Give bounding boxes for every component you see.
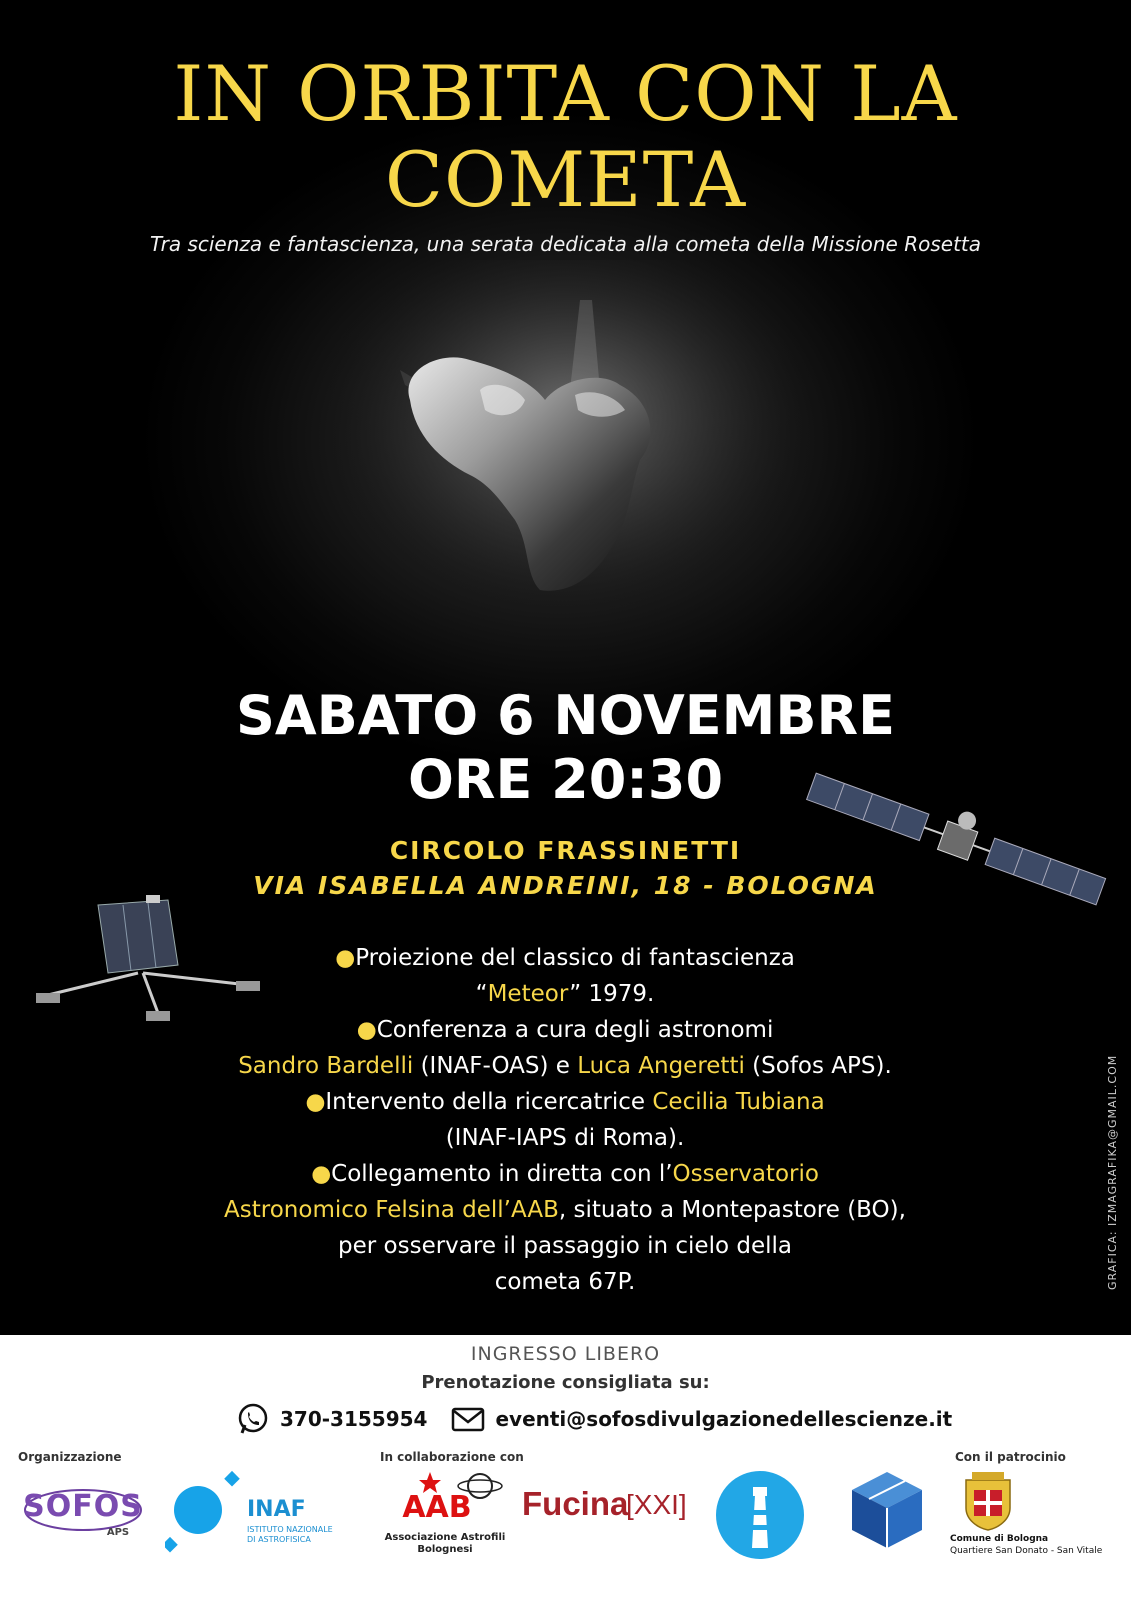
comune-bologna-logo: Comune di Bologna Quartiere San Donato - San Vitale	[950, 1470, 1120, 1570]
speaker-name: Cecilia Tubiana	[652, 1089, 825, 1115]
program-item-4-line-3: per osservare il passaggio in cielo della	[338, 1233, 792, 1259]
rosetta-satellite-image	[800, 770, 1110, 920]
bullet-icon: ●	[311, 1161, 332, 1187]
cube-logo	[850, 1470, 925, 1550]
title-line-1: IN ORBITA CON LA	[173, 49, 958, 138]
venue-name: CIRCOLO FRASSINETTI	[389, 836, 742, 865]
speaker-name: Luca Angeretti	[577, 1053, 745, 1079]
inaf-logo: INAF ISTITUTO NAZIONALE DI ASTROFISICA	[165, 1465, 365, 1555]
label-organization: Organizzazione	[18, 1450, 122, 1464]
title-line-2: COMETA	[384, 135, 747, 224]
free-entry-label: INGRESSO LIBERO	[470, 1343, 661, 1365]
speaker-name: Sandro Bardelli	[238, 1053, 414, 1079]
contact-row	[236, 1401, 952, 1437]
email-address[interactable]: eventi@sofosdivulgazionedellescienze.it	[495, 1407, 953, 1431]
program-item-4: ●Collegamento in diretta con l’Osservatorio	[311, 1161, 819, 1187]
subtitle: Tra scienza e fantascienza, una serata dedicata alla cometa della Missione Rosetta	[149, 232, 982, 256]
program-item-4-line-2: Astronomico Felsina dell’AAB, situato a Montepastore (BO),	[224, 1197, 906, 1223]
label-collaboration: In collaborazione con	[380, 1450, 524, 1464]
phone-number[interactable]: 370-3155954	[280, 1407, 428, 1431]
envelope-icon	[451, 1402, 485, 1436]
comet-67p-image	[330, 260, 810, 640]
film-title: Meteor	[487, 981, 570, 1007]
program-item-1-film: “Meteor” 1979.	[475, 981, 655, 1007]
graphics-credit: GRAFICA: IZMAGRAFIKA@GMAIL.COM	[1106, 1054, 1119, 1290]
lighthouse-logo	[715, 1470, 805, 1560]
program-item-2-speakers: Sandro Bardelli (INAF-OAS) e Luca Angeretti (Sofos APS).	[238, 1053, 892, 1079]
program-item-2: ●Conferenza a cura degli astronomi	[356, 1017, 774, 1043]
coat-of-arms-icon	[958, 1470, 1018, 1532]
program-item-4-line-4: cometa 67P.	[494, 1269, 636, 1295]
program-item-1: ●Proiezione del classico di fantascienza	[335, 945, 795, 971]
bullet-icon: ●	[356, 1017, 377, 1043]
footer	[0, 1335, 1131, 1600]
program-item-3-org: (INAF-IAPS di Roma).	[445, 1125, 685, 1151]
sofos-logo: SOFOS APS	[23, 1489, 143, 1538]
label-patronage: Con il patrocinio	[955, 1450, 1066, 1464]
booking-label: Prenotazione consigliata su:	[421, 1372, 710, 1393]
aab-logo: AAB Associazione Astrofili Bolognesi	[380, 1468, 510, 1563]
program-item-3: ●Intervento della ricercatrice Cecilia Tubiana	[305, 1089, 825, 1115]
fucina-xxi-logo: Fucina [XXI]	[522, 1485, 687, 1522]
event-time: ORE 20:30	[407, 748, 724, 811]
bullet-icon: ●	[305, 1089, 326, 1115]
venue-address: VIA ISABELLA ANDREINI, 18 - BOLOGNA	[253, 871, 878, 900]
bullet-icon: ●	[335, 945, 356, 971]
whatsapp-icon	[236, 1402, 270, 1436]
event-program	[150, 940, 980, 1300]
event-date: SABATO 6 NOVEMBRE	[235, 684, 896, 747]
